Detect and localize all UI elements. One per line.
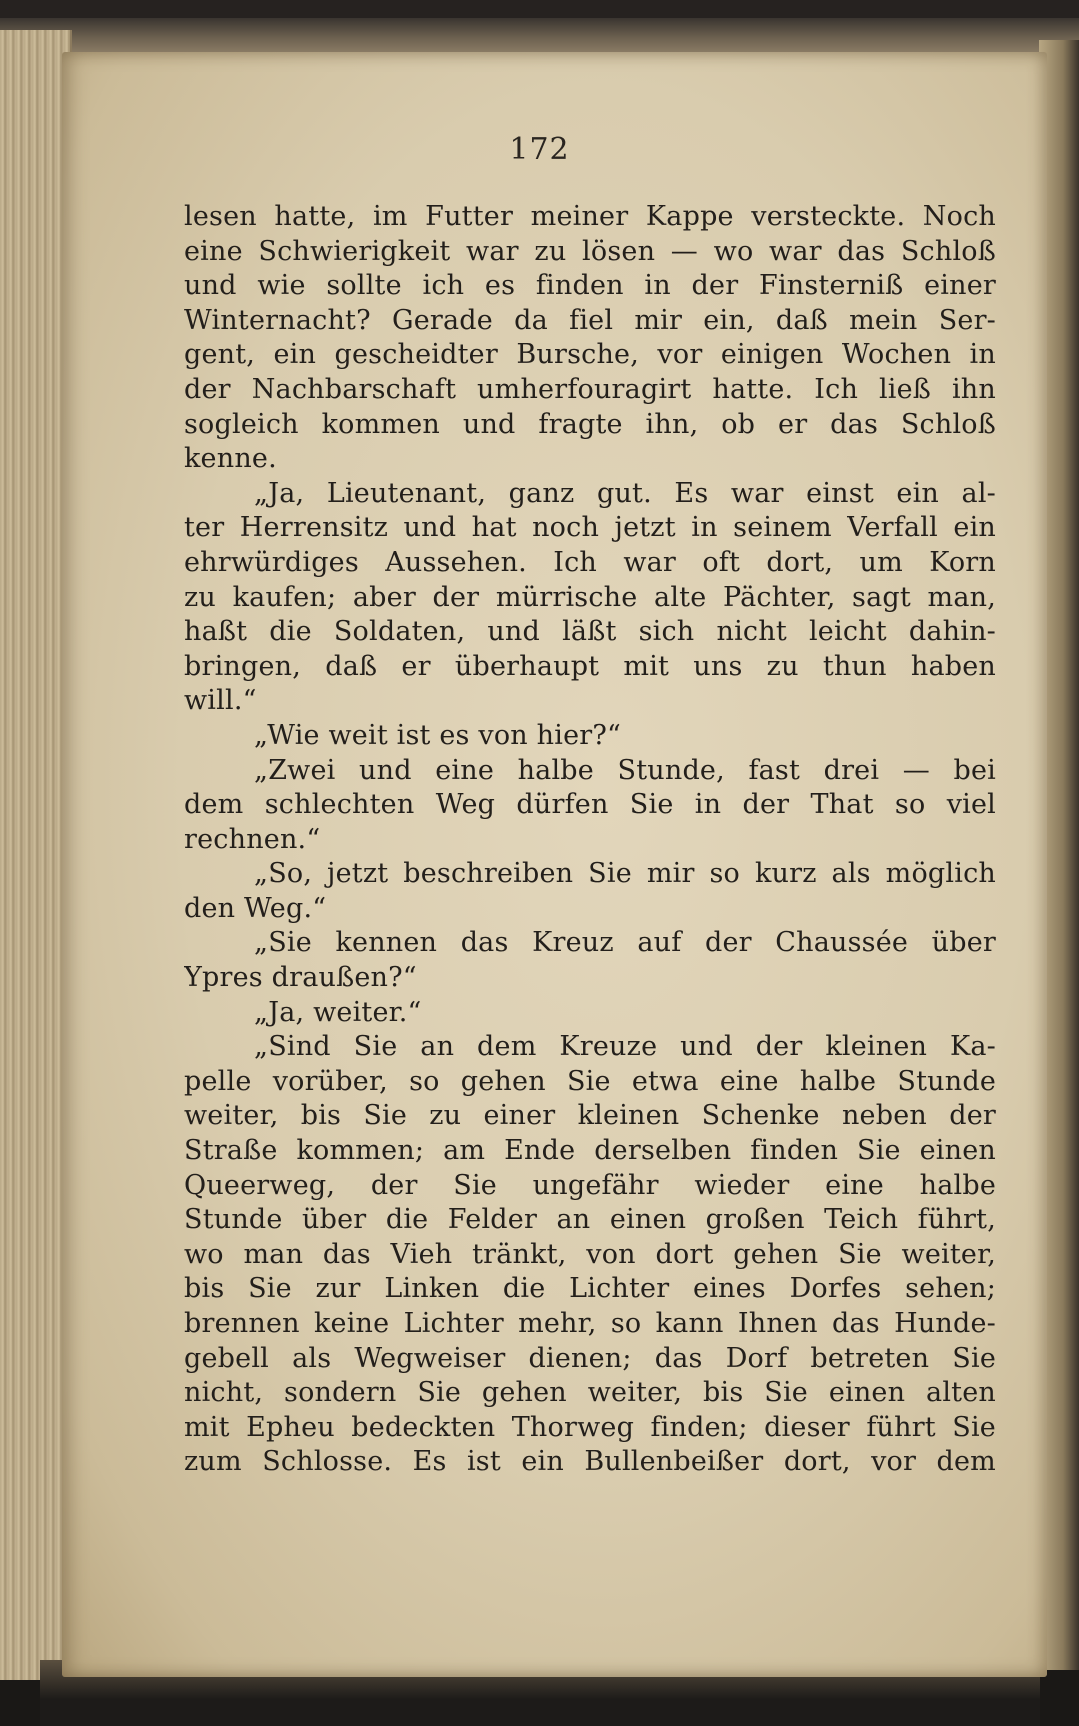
text-line: Stunde über die Felder an einen großen Teich führt, [184,1204,996,1236]
text-line: Queerweg, der Sie ungefähr wieder eine halbe [184,1169,996,1201]
text-line: den Weg.“ [184,892,327,924]
text-line: Winternacht? Gerade da fiel mir ein, daß mein Ser- [184,304,996,336]
text-line: bringen, daß er überhaupt mit uns zu thun haben [184,650,996,682]
text-line: wo man das Vieh tränkt, von dort gehen Sie weiter, [184,1238,996,1270]
text-line: ehrwürdiges Aussehen. Ich war oft dort, um Korn [184,546,996,578]
text-line: pelle vorüber, so gehen Sie etwa eine halbe Stunde [184,1065,996,1097]
text-line: zum Schlosse. Es ist ein Bullenbeißer dort, vor dem [184,1446,996,1478]
text-line: Ypres draußen?“ [184,962,417,994]
text-line: „Sie kennen das Kreuz auf der Chaussée über [254,927,996,959]
text-line: gebell als Wegweiser dienen; das Dorf betreten Sie [184,1342,996,1374]
body-text [184,200,996,1480]
text-line: nicht, sondern Sie gehen weiter, bis Sie einen alten [184,1377,996,1409]
text-line: „Zwei und eine halbe Stunde, fast drei — bei [254,754,996,786]
text-line: will.“ [184,685,257,717]
text-line: rechnen.“ [184,823,321,855]
text-line: ter Herrensitz und hat noch jetzt in seinem Verfall ein [184,512,996,544]
text-line: „Sind Sie an dem Kreuze und der kleinen Ka- [254,1031,996,1063]
text-line: „So, jetzt beschreiben Sie mir so kurz als möglich [254,858,996,890]
text-line: und wie sollte ich es finden in der Finsterniß einer [184,270,996,302]
text-line: mit Epheu bedeckten Thorweg finden; dieser führt Sie [184,1411,996,1443]
text-line: Straße kommen; am Ende derselben finden Sie einen [184,1135,996,1167]
text-line: weiter, bis Sie zu einer kleinen Schenke neben der [184,1100,996,1132]
text-line: der Nachbarschaft umherfouragirt hatte. Ich ließ ihn [184,373,996,405]
text-line: haßt die Soldaten, und läßt sich nicht leicht dahin- [184,616,996,648]
text-line: zu kaufen; aber der mürrische alte Pächter, sagt man, [184,581,996,613]
text-line: kenne. [184,443,277,475]
text-line: sogleich kommen und fragte ihn, ob er das Schloß [184,408,996,440]
text-line: lesen hatte, im Futter meiner Kappe versteckte. Noch [184,201,996,232]
text-line: „Wie weit ist es von hier?“ [254,719,622,751]
text-line: „Ja, weiter.“ [254,996,422,1028]
text-line: bis Sie zur Linken die Lichter eines Dorfes sehen; [184,1273,996,1305]
page-number: 172 [509,132,570,167]
text-line: dem schlechten Weg dürfen Sie in der That so viel [184,789,996,821]
text-line: brennen keine Lichter mehr, so kann Ihnen das Hunde- [184,1308,996,1339]
text-line: eine Schwierigkeit war zu lösen — wo war das Schloß [184,235,996,267]
text-line: gent, ein gescheidter Bursche, vor einigen Wochen in [184,339,996,371]
text-line: „Ja, Lieutenant, ganz gut. Es war einst ein al- [254,477,996,509]
